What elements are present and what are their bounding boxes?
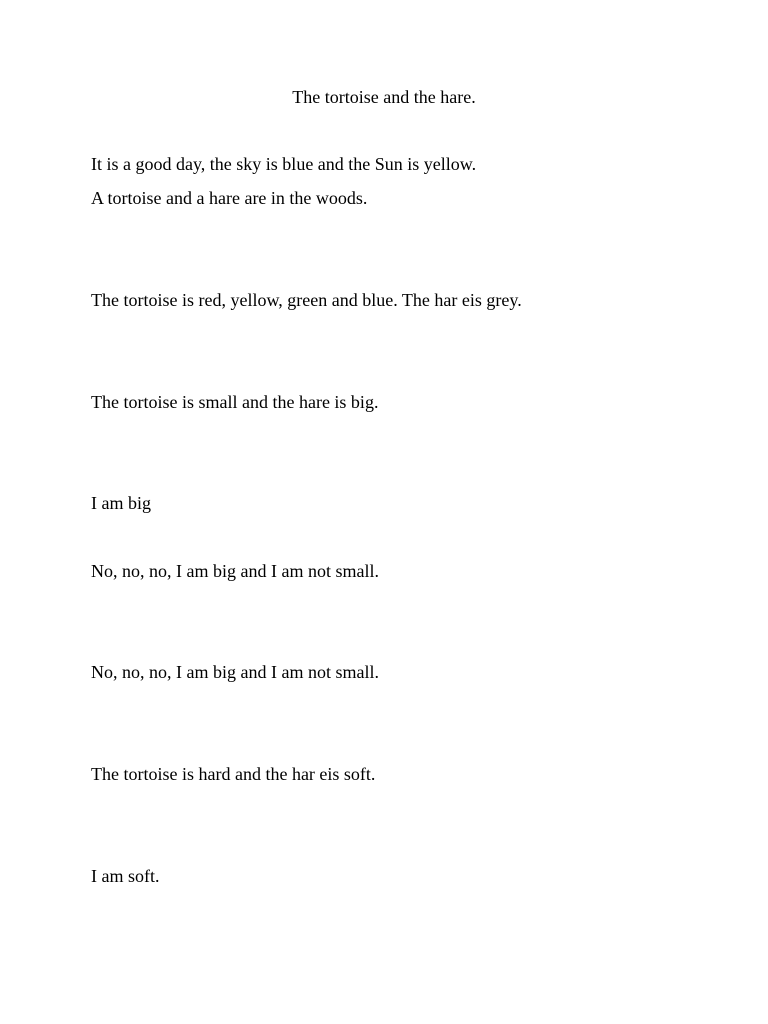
paragraph-line: The tortoise is hard and the har eis soft.: [91, 764, 376, 784]
paragraph-line: The tortoise is red, yellow, green and blue. The har eis grey.: [91, 290, 522, 310]
paragraph-line: A tortoise and a hare are in the woods.: [91, 188, 368, 208]
paragraph-line: No, no, no, I am big and I am not small.: [91, 662, 379, 682]
paragraph-line: No, no, no, I am big and I am not small.: [91, 561, 379, 581]
paragraph-line: The tortoise is small and the hare is big.: [91, 392, 379, 412]
paragraph-line: I am soft.: [91, 866, 160, 886]
document-title: The tortoise and the hare.: [292, 87, 476, 107]
paragraph-line: I am big: [91, 493, 151, 513]
paragraph-line: It is a good day, the sky is blue and the Sun is yellow.: [91, 154, 477, 174]
